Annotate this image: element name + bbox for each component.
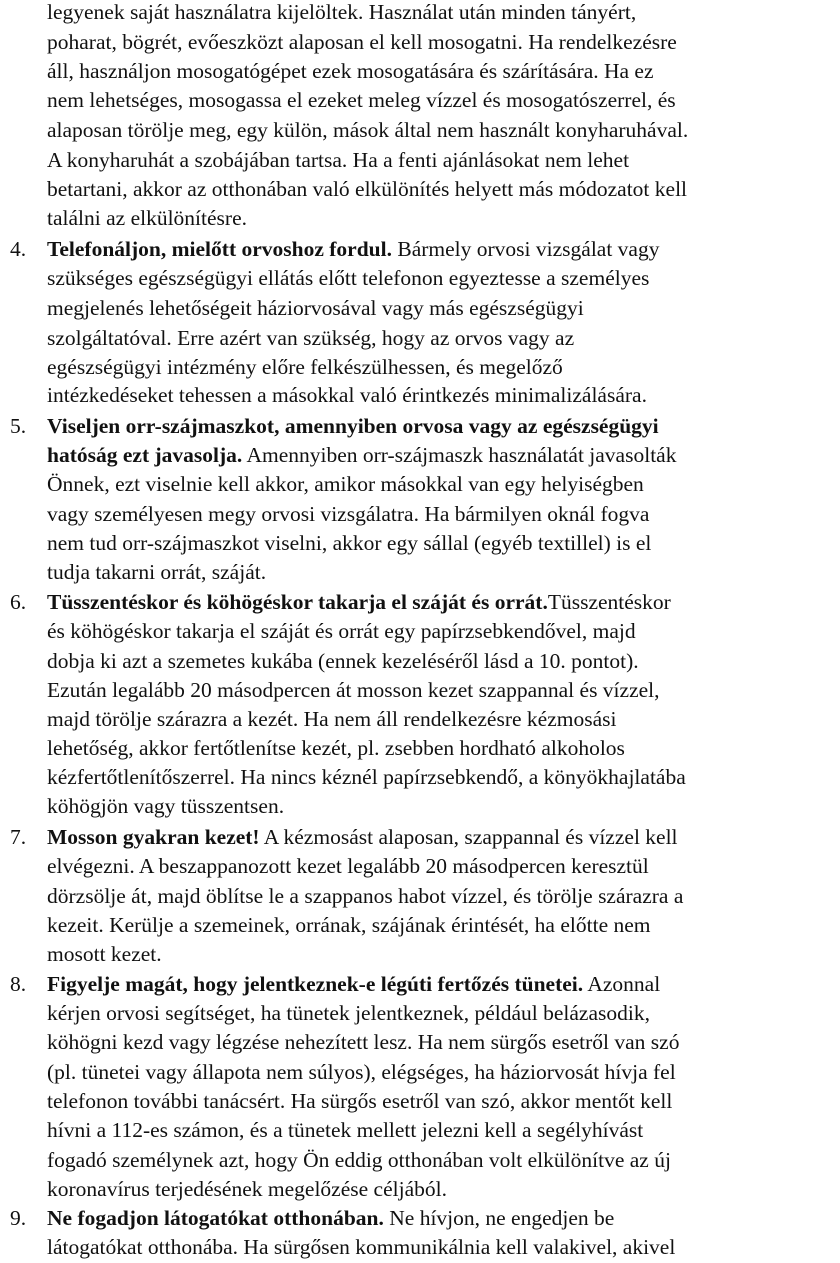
text-line: egészségügyi intézmény előre felkészülhessen, és megelőző (47, 355, 563, 379)
list-number: 6. (10, 590, 27, 614)
text-line (47, 441, 676, 470)
item-heading: Figyelje magát, hogy jelentkeznek-e légúti fertőzés tünetei. (47, 972, 584, 996)
text-line: lehetőség, akkor fertőtlenítse kezét, pl. zsebben hordható alkoholos (47, 736, 625, 760)
text-line: vagy személyesen megy orvosi vizsgálatra. Ha bármilyen oknál fogva (47, 502, 650, 526)
text-line (47, 588, 671, 617)
text-line: mosott kezet. (47, 942, 162, 966)
text-line: kérjen orvosi segítséget, ha tünetek jelentkeznek, például belázasodik, (47, 1001, 650, 1025)
text-line: elvégezni. A beszappanozott kezet legalább 20 másodpercen keresztül (47, 854, 649, 878)
text-line: A konyharuhát a szobájában tartsa. Ha a fenti ajánlásokat nem lehet (47, 148, 630, 172)
text-line: (pl. tünetei vagy állapota nem súlyos), elégséges, ha háziorvosát hívja fel (47, 1060, 676, 1084)
item-heading: Mosson gyakran kezet! (47, 825, 260, 849)
text-line (47, 970, 660, 999)
text-line: legyenek saját használatra kijelöltek. Használat után minden tányért, (47, 0, 637, 24)
text-line: dörzsölje át, majd öblítse le a szappanos habot vízzel, és törölje szárazra a (47, 884, 684, 908)
item-text: Bármely orvosi vizsgálat vagy (391, 237, 660, 261)
list-number: 8. (10, 972, 27, 996)
text-line: köhögjön vagy tüsszentsen. (47, 794, 285, 818)
text-line: köhögni kezd vagy légzése nehezített lesz. Ha nem sürgős esetről van szó (47, 1030, 680, 1054)
text-line: szolgáltatóval. Erre azért van szükség, hogy az orvos vagy az (47, 326, 575, 350)
text-line: alaposan törölje meg, egy külön, mások által nem használt konyharuhával. (47, 118, 689, 142)
item-text: A kézmosást alaposan, szappannal és vízzel kell (259, 825, 678, 849)
item-text: Ne hívjon, ne engedjen be (383, 1206, 615, 1230)
text-line: telefonon további tanácsért. Ha sürgős esetről van szó, akkor mentőt kell (47, 1089, 673, 1113)
text-line: látogatókat otthonába. Ha sürgősen kommunikálnia kell valakivel, akivel (47, 1235, 676, 1259)
text-line: áll, használjon mosogatógépet ezek mosogatására és szárítására. Ha ez (47, 59, 654, 83)
text-line: koronavírus terjedésének megelőzése céljából. (47, 1177, 447, 1201)
text-line: majd törölje szárazra a kezét. Ha nem áll rendelkezésre kézmosási (47, 707, 617, 731)
text-line: poharat, bögrét, evőeszközt alaposan el kell mosogatni. Ha rendelkezésre (47, 30, 677, 54)
text-line (47, 1204, 614, 1233)
text-line: tudja takarni orrát, száját. (47, 560, 267, 584)
text-line: szükséges egészségügyi ellátás előtt telefonon egyeztesse a személyes (47, 266, 650, 290)
item-heading: Telefonáljon, mielőtt orvoshoz fordul. (47, 237, 392, 261)
item-text: Azonnal (583, 972, 661, 996)
list-number: 7. (10, 825, 27, 849)
list-number: 5. (10, 414, 27, 438)
item-heading: Tüsszentéskor és köhögéskor takarja el száját és orrát. (47, 590, 548, 614)
item-text: Amennyiben orr-szájmaszk használatát javasolták (242, 443, 677, 467)
list-number: 4. (10, 237, 27, 261)
text-line (47, 235, 659, 264)
text-line (47, 412, 659, 441)
text-line (47, 823, 678, 852)
text-line: megjelenés lehetőségeit háziorvosával vagy más egészségügyi (47, 296, 584, 320)
item-text: Tüsszentéskor (547, 590, 671, 614)
text-line: nem tud orr-szájmaszkot viselni, akkor egy sállal (egyéb textillel) is el (47, 531, 652, 555)
text-line: Ezután legalább 20 másodpercen át mosson kezet szappannal és vízzel, (47, 678, 660, 702)
text-line: intézkedéseket tehessen a másokkal való érintkezés minimalizálására. (47, 383, 647, 407)
text-line: fogadó személynek azt, hogy Ön eddig otthonában volt elkülönítve az új (47, 1148, 671, 1172)
text-line: nem lehetséges, mosogassa el ezeket meleg vízzel és mosogatószerrel, és (47, 88, 676, 112)
item-heading: Ne fogadjon látogatókat otthonában. (47, 1206, 384, 1230)
item-heading: hatóság ezt javasolja. (47, 443, 243, 467)
text-line: Önnek, ezt viselnie kell akkor, amikor másokkal van egy helyiségben (47, 472, 644, 496)
text-line: kezeit. Kerülje a szemeinek, orrának, szájának érintését, ha előtte nem (47, 913, 651, 937)
list-number: 9. (10, 1206, 27, 1230)
text-line: és köhögéskor takarja el száját és orrát egy papírzsebkendővel, majd (47, 619, 636, 643)
text-line: hívni a 112-es számon, és a tünetek mellett jelezni kell a segélyhívást (47, 1118, 644, 1142)
text-line: találni az elkülönítésre. (47, 206, 247, 230)
text-line: kézfertőtlenítőszerrel. Ha nincs kéznél papírzsebkendő, a könyökhajlatába (47, 765, 686, 789)
text-line: betartani, akkor az otthonában való elkülönítés helyett más módozatot kell (47, 177, 688, 201)
item-heading: Viseljen orr-szájmaszkot, amennyiben orvosa vagy az egészségügyi (47, 414, 659, 438)
text-line: dobja ki azt a szemetes kukába (ennek kezeléséről lásd a 10. pontot). (47, 649, 639, 673)
